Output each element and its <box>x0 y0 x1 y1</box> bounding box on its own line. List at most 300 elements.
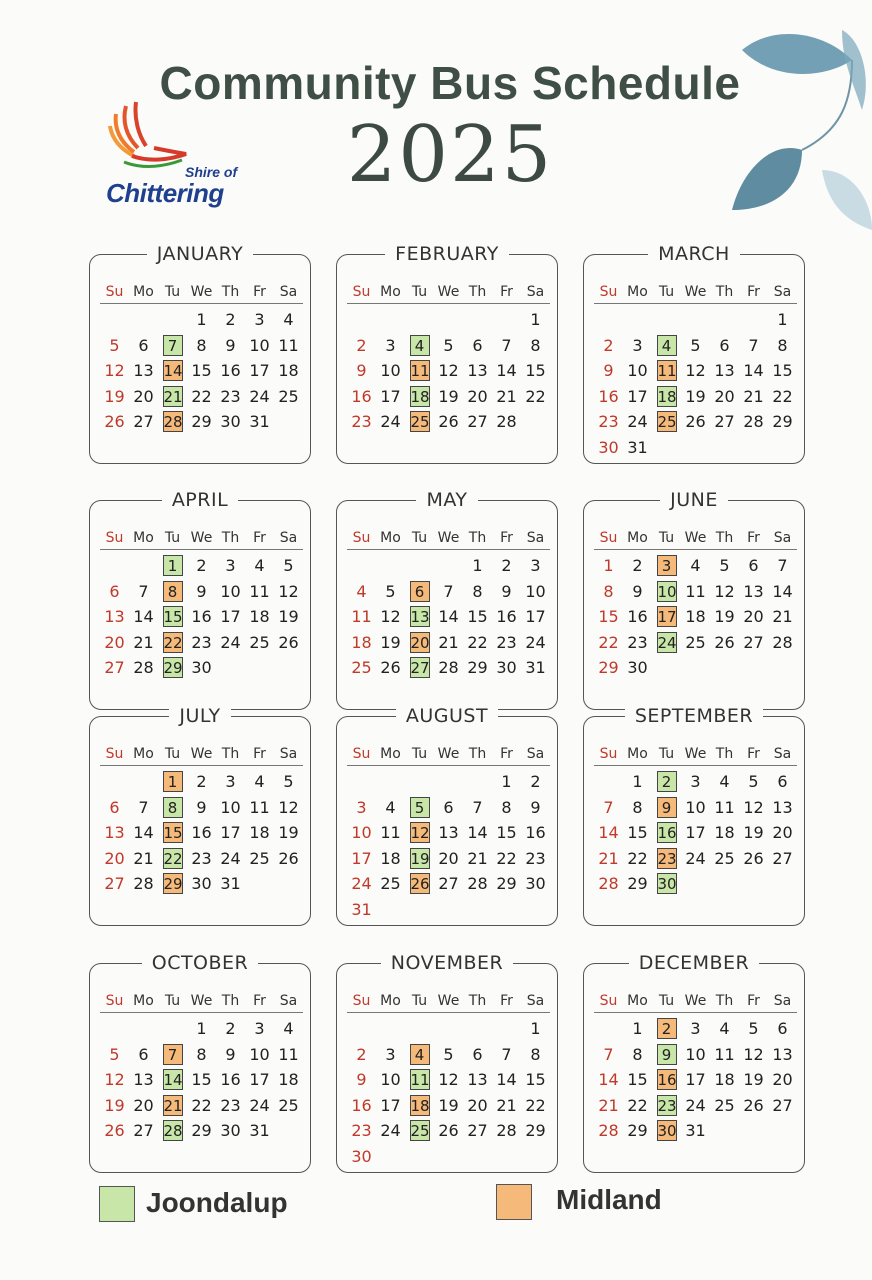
empty-day <box>405 553 434 579</box>
calendar-day: 24 <box>380 412 401 431</box>
weekday-label: Fr <box>253 746 266 762</box>
calendar-day: 3 <box>385 1044 396 1064</box>
midland-day: 6 <box>405 579 434 605</box>
calendar-day: 12 <box>743 797 764 817</box>
calendar-day: 8 <box>603 581 614 601</box>
calendar-day: 27 <box>772 848 793 868</box>
day-grid <box>347 307 550 435</box>
calendar-day: 10 <box>525 581 546 601</box>
month-september <box>583 705 805 926</box>
calendar-day: 31 <box>351 899 372 919</box>
month-name: SEPTEMBER <box>625 705 763 727</box>
calendar-day: 15 <box>525 1070 546 1089</box>
weekday-label: Su <box>599 284 618 300</box>
calendar-day: 7 <box>501 335 512 355</box>
weekday-label: Sa <box>773 746 792 762</box>
empty-day <box>463 307 492 333</box>
calendar-day: 9 <box>225 1044 236 1064</box>
weekday-label: Tu <box>658 284 675 300</box>
weekday-label: Su <box>105 530 124 546</box>
calendar-day: 1 <box>530 310 541 329</box>
calendar-day: 3 <box>254 310 265 329</box>
legend-midland-swatch <box>496 1184 532 1220</box>
empty-day <box>594 307 623 333</box>
month-name: JANUARY <box>147 243 253 265</box>
empty-day <box>434 1016 463 1042</box>
calendar-day: 11 <box>278 1044 299 1064</box>
weekday-label: Sa <box>773 284 792 300</box>
calendar-day: 11 <box>249 797 270 817</box>
calendar-day: 14 <box>598 823 619 842</box>
calendar-day: 22 <box>496 848 517 868</box>
month-name: JUNE <box>660 489 728 511</box>
joondalup-day: 28 <box>163 1122 183 1140</box>
calendar-day: 29 <box>598 658 619 677</box>
empty-day <box>376 307 405 333</box>
calendar-day: 2 <box>196 772 207 791</box>
calendar-day: 23 <box>627 632 648 652</box>
calendar-day: 31 <box>249 412 270 431</box>
weekday-label: Su <box>352 284 371 300</box>
weekday-label: Fr <box>747 284 760 300</box>
empty-day <box>405 769 434 795</box>
calendar-day: 11 <box>249 581 270 601</box>
midland-day: 1 <box>158 769 187 795</box>
calendar-day: 18 <box>685 607 706 626</box>
calendar-day: 26 <box>438 412 459 431</box>
weekday-label: Mo <box>133 530 154 546</box>
weekday-label: Fr <box>500 746 513 762</box>
weekday-label: Tu <box>658 746 675 762</box>
empty-day <box>623 307 652 333</box>
calendar-day: 14 <box>743 361 764 380</box>
month-july <box>89 705 311 926</box>
calendar-day: 27 <box>438 874 459 893</box>
weekday-label: Mo <box>627 993 648 1009</box>
empty-day <box>347 553 376 579</box>
weekday-label: Su <box>599 746 618 762</box>
weekday-label: Su <box>599 530 618 546</box>
calendar-day: 20 <box>772 1070 793 1089</box>
calendar-day: 2 <box>225 1019 236 1038</box>
midland-day: 12 <box>410 824 430 842</box>
weekday-header <box>594 281 797 304</box>
weekday-label: We <box>684 746 707 762</box>
calendar-day: 21 <box>496 386 517 406</box>
empty-day <box>100 307 129 333</box>
calendar-day: 5 <box>283 772 294 791</box>
joondalup-day: 16 <box>657 824 677 842</box>
calendar-day: 24 <box>627 412 648 431</box>
calendar-day: 25 <box>278 1095 299 1115</box>
month-june <box>583 489 805 710</box>
calendar-day: 29 <box>191 412 212 431</box>
calendar-day: 24 <box>220 632 241 652</box>
calendar-day: 28 <box>598 1121 619 1140</box>
calendar-day: 12 <box>380 607 401 626</box>
day-grid <box>100 1016 303 1144</box>
calendar-day: 6 <box>777 1019 788 1038</box>
weekday-label: We <box>684 284 707 300</box>
calendar-day: 5 <box>690 335 701 355</box>
calendar-day: 23 <box>351 1121 372 1140</box>
calendar-day: 19 <box>278 823 299 842</box>
calendar-day: 13 <box>133 1070 154 1089</box>
calendar-day: 1 <box>501 772 512 791</box>
calendar-day: 20 <box>467 1095 488 1115</box>
weekday-label: Sa <box>773 993 792 1009</box>
calendar-day: 27 <box>714 412 735 431</box>
calendar-day: 23 <box>525 848 546 868</box>
calendar-day: 15 <box>467 607 488 626</box>
calendar-day: 12 <box>278 797 299 817</box>
joondalup-day: 24 <box>657 633 677 652</box>
calendar-day: 27 <box>743 632 764 652</box>
midland-day: 25 <box>657 413 677 431</box>
calendar-day: 25 <box>380 874 401 893</box>
calendar-day: 7 <box>603 797 614 817</box>
weekday-label: Sa <box>279 746 298 762</box>
calendar-day: 23 <box>220 1095 241 1115</box>
calendar-day: 20 <box>104 848 125 868</box>
weekday-label: Fr <box>500 530 513 546</box>
weekday-label: We <box>190 993 213 1009</box>
calendar-day: 26 <box>104 1121 125 1140</box>
calendar-day: 30 <box>220 1121 241 1140</box>
weekday-label: Th <box>715 284 734 300</box>
calendar-day: 5 <box>109 335 120 355</box>
calendar-day: 8 <box>501 797 512 817</box>
calendar-day: 10 <box>685 797 706 817</box>
weekday-label: Fr <box>253 993 266 1009</box>
calendar-day: 27 <box>772 1095 793 1115</box>
calendar-day: 9 <box>632 581 643 601</box>
calendar-day: 16 <box>496 607 517 626</box>
empty-day <box>347 1016 376 1042</box>
midland-day: 11 <box>657 362 677 380</box>
calendar-day: 11 <box>714 1044 735 1064</box>
calendar-day: 4 <box>283 310 294 329</box>
calendar-day: 13 <box>772 797 793 817</box>
weekday-label: Fr <box>747 993 760 1009</box>
calendar-day: 29 <box>772 412 793 431</box>
midland-day: 16 <box>657 1071 677 1089</box>
calendar-day: 23 <box>496 632 517 652</box>
midland-day: 14 <box>163 362 183 380</box>
midland-day: 15 <box>163 824 183 842</box>
midland-day: 22 <box>163 633 183 652</box>
midland-day: 23 <box>657 849 677 868</box>
calendar-day: 10 <box>249 335 270 355</box>
calendar-day: 10 <box>685 1044 706 1064</box>
calendar-day: 10 <box>220 797 241 817</box>
weekday-header <box>347 527 550 550</box>
calendar-day: 6 <box>138 335 149 355</box>
midland-day: 25 <box>410 413 430 431</box>
month-october <box>89 952 311 1173</box>
calendar-day: 7 <box>472 797 483 817</box>
calendar-day: 24 <box>380 1121 401 1140</box>
calendar-day: 2 <box>196 556 207 575</box>
calendar-day: 7 <box>138 797 149 817</box>
weekday-label: We <box>190 530 213 546</box>
month-name: MAY <box>416 489 477 511</box>
calendar-day: 31 <box>220 874 241 893</box>
weekday-label: Th <box>468 530 487 546</box>
weekday-label: Th <box>221 746 240 762</box>
calendar-day: 20 <box>714 386 735 406</box>
calendar-day: 6 <box>777 772 788 791</box>
calendar-day: 19 <box>438 386 459 406</box>
calendar-day: 23 <box>191 632 212 652</box>
empty-day <box>463 1016 492 1042</box>
calendar-day: 11 <box>714 797 735 817</box>
calendar-day: 21 <box>598 848 619 868</box>
calendar-day: 28 <box>496 1121 517 1140</box>
calendar-day: 13 <box>467 1070 488 1089</box>
day-grid <box>594 307 797 460</box>
calendar-day: 27 <box>467 412 488 431</box>
month-name: AUGUST <box>396 705 498 727</box>
calendar-day: 26 <box>104 412 125 431</box>
month-february <box>336 243 558 464</box>
weekday-label: Th <box>468 284 487 300</box>
weekday-label: Mo <box>380 284 401 300</box>
calendar-day: 19 <box>278 607 299 626</box>
calendar-day: 19 <box>104 1095 125 1115</box>
calendar-day: 18 <box>278 1070 299 1089</box>
calendar-day: 12 <box>685 361 706 380</box>
calendar-day: 20 <box>438 848 459 868</box>
weekday-label: Sa <box>279 993 298 1009</box>
calendar-day: 23 <box>598 412 619 431</box>
calendar-day: 9 <box>356 1070 367 1089</box>
calendar-day: 17 <box>249 361 270 380</box>
calendar-day: 28 <box>598 874 619 893</box>
calendar-day: 30 <box>496 658 517 677</box>
calendar-day: 12 <box>438 1070 459 1089</box>
calendar-day: 13 <box>743 581 764 601</box>
month-december <box>583 952 805 1173</box>
calendar-day: 17 <box>627 386 648 406</box>
calendar-day: 13 <box>104 607 125 626</box>
empty-day <box>434 769 463 795</box>
calendar-day: 18 <box>714 823 735 842</box>
empty-day <box>158 1016 187 1042</box>
joondalup-day: 1 <box>158 553 187 579</box>
joondalup-day: 19 <box>410 849 430 868</box>
calendar-day: 5 <box>748 772 759 791</box>
calendar-day: 14 <box>598 1070 619 1089</box>
calendar-day: 21 <box>772 607 793 626</box>
weekday-label: Tu <box>164 284 181 300</box>
midland-day: 26 <box>410 875 430 893</box>
weekday-label: We <box>437 746 460 762</box>
calendar-day: 20 <box>104 632 125 652</box>
weekday-label: Fr <box>253 530 266 546</box>
calendar-day: 17 <box>380 1095 401 1115</box>
empty-day <box>434 307 463 333</box>
midland-day: 11 <box>410 362 430 380</box>
calendar-day: 16 <box>191 823 212 842</box>
calendar-day: 24 <box>249 386 270 406</box>
joondalup-day: 13 <box>410 608 430 626</box>
calendar-day: 8 <box>196 335 207 355</box>
calendar-day: 25 <box>714 1095 735 1115</box>
weekday-label: Sa <box>526 284 545 300</box>
calendar-day: 26 <box>438 1121 459 1140</box>
calendar-day: 10 <box>627 361 648 380</box>
empty-day <box>100 1016 129 1042</box>
calendar-day: 1 <box>196 1019 207 1038</box>
joondalup-day: 5 <box>405 795 434 821</box>
calendar-day: 2 <box>356 1044 367 1064</box>
page-year: 2025 <box>346 110 554 200</box>
midland-day: 30 <box>657 1122 677 1140</box>
weekday-label: Mo <box>133 993 154 1009</box>
logo-shire-text: Shire of <box>185 164 238 180</box>
empty-day <box>405 1016 434 1042</box>
calendar-day: 31 <box>525 658 546 677</box>
joondalup-day: 8 <box>158 795 187 821</box>
calendar-day: 6 <box>109 581 120 601</box>
calendar-day: 26 <box>685 412 706 431</box>
calendar-day: 17 <box>220 607 241 626</box>
calendar-day: 31 <box>685 1121 706 1140</box>
midland-day: 21 <box>163 1096 183 1115</box>
calendar-day: 10 <box>351 823 372 842</box>
calendar-day: 15 <box>772 361 793 380</box>
calendar-day: 8 <box>196 1044 207 1064</box>
calendar-day: 17 <box>525 607 546 626</box>
calendar-day: 23 <box>220 386 241 406</box>
calendar-day: 29 <box>525 1121 546 1140</box>
weekday-label: Sa <box>279 530 298 546</box>
calendar-day: 19 <box>104 386 125 406</box>
calendar-day: 17 <box>220 823 241 842</box>
legend-joondalup-label: Joondalup <box>146 1187 288 1218</box>
weekday-label: Mo <box>380 530 401 546</box>
calendar-day: 5 <box>283 556 294 575</box>
logo-name-text: Chittering <box>106 178 224 208</box>
day-grid <box>347 1016 550 1169</box>
weekday-label: Fr <box>253 284 266 300</box>
weekday-label: Su <box>352 993 371 1009</box>
weekday-label: Mo <box>380 746 401 762</box>
weekday-label: Mo <box>627 284 648 300</box>
empty-day <box>347 307 376 333</box>
month-name: NOVEMBER <box>381 952 513 974</box>
midland-day: 17 <box>657 608 677 626</box>
weekday-header <box>100 743 303 766</box>
calendar-day: 3 <box>225 556 236 575</box>
weekday-label: Su <box>352 530 371 546</box>
calendar-day: 31 <box>249 1121 270 1140</box>
calendar-day: 9 <box>603 361 614 380</box>
calendar-day: 20 <box>133 1095 154 1115</box>
weekday-header <box>594 743 797 766</box>
empty-day <box>347 769 376 795</box>
calendar-day: 19 <box>743 823 764 842</box>
weekday-label: Th <box>468 993 487 1009</box>
midland-day: 20 <box>410 633 430 652</box>
calendar-day: 22 <box>191 1095 212 1115</box>
empty-day <box>434 553 463 579</box>
calendar-day: 28 <box>133 658 154 677</box>
calendar-day: 1 <box>472 556 483 575</box>
empty-day <box>710 307 739 333</box>
weekday-label: Th <box>221 993 240 1009</box>
weekday-label: Th <box>715 746 734 762</box>
weekday-label: Tu <box>164 530 181 546</box>
calendar-day: 8 <box>632 1044 643 1064</box>
calendar-day: 13 <box>133 361 154 380</box>
calendar-day: 14 <box>133 823 154 842</box>
empty-day <box>739 307 768 333</box>
calendar-day: 17 <box>685 1070 706 1089</box>
joondalup-day: 15 <box>163 608 183 626</box>
calendar-day: 6 <box>748 556 759 575</box>
calendar-day: 15 <box>191 361 212 380</box>
calendar-day: 30 <box>191 658 212 677</box>
calendar-day: 5 <box>443 1044 454 1064</box>
month-name: OCTOBER <box>142 952 259 974</box>
empty-day <box>594 1016 623 1042</box>
calendar-day: 29 <box>496 874 517 893</box>
weekday-label: Sa <box>773 530 792 546</box>
weekday-header <box>347 743 550 766</box>
calendar-day: 18 <box>278 361 299 380</box>
calendar-day: 14 <box>496 1070 517 1089</box>
calendar-day: 3 <box>690 772 701 791</box>
calendar-day: 4 <box>283 1019 294 1038</box>
page-title: Community Bus Schedule <box>159 57 741 109</box>
calendar-day: 3 <box>356 797 367 817</box>
calendar-day: 16 <box>598 386 619 406</box>
weekday-label: Su <box>105 746 124 762</box>
calendar-day: 5 <box>385 581 396 601</box>
calendar-day: 25 <box>278 386 299 406</box>
month-name: MARCH <box>648 243 740 265</box>
calendar-day: 5 <box>748 1019 759 1038</box>
calendar-day: 30 <box>598 437 619 457</box>
empty-day <box>158 307 187 333</box>
calendar-day: 30 <box>627 658 648 677</box>
calendar-day: 22 <box>772 386 793 406</box>
calendar-day: 26 <box>714 632 735 652</box>
joondalup-day: 18 <box>657 387 677 406</box>
calendar-day: 30 <box>220 412 241 431</box>
weekday-label: Th <box>468 746 487 762</box>
calendar-day: 22 <box>191 386 212 406</box>
calendar-day: 19 <box>743 1070 764 1089</box>
calendar-day: 11 <box>351 607 372 626</box>
calendar-day: 6 <box>719 335 730 355</box>
calendar-day: 19 <box>685 386 706 406</box>
calendar-day: 9 <box>196 797 207 817</box>
calendar-day: 24 <box>220 848 241 868</box>
calendar-day: 21 <box>133 632 154 652</box>
calendar-day: 21 <box>743 386 764 406</box>
calendar-day: 6 <box>472 1044 483 1064</box>
calendar-day: 26 <box>380 658 401 677</box>
weekday-label: Sa <box>526 993 545 1009</box>
calendar-day: 19 <box>714 607 735 626</box>
calendar-day: 11 <box>278 335 299 355</box>
calendar-day: 16 <box>351 386 372 406</box>
calendar-day: 25 <box>685 632 706 652</box>
calendar-day: 14 <box>772 581 793 601</box>
